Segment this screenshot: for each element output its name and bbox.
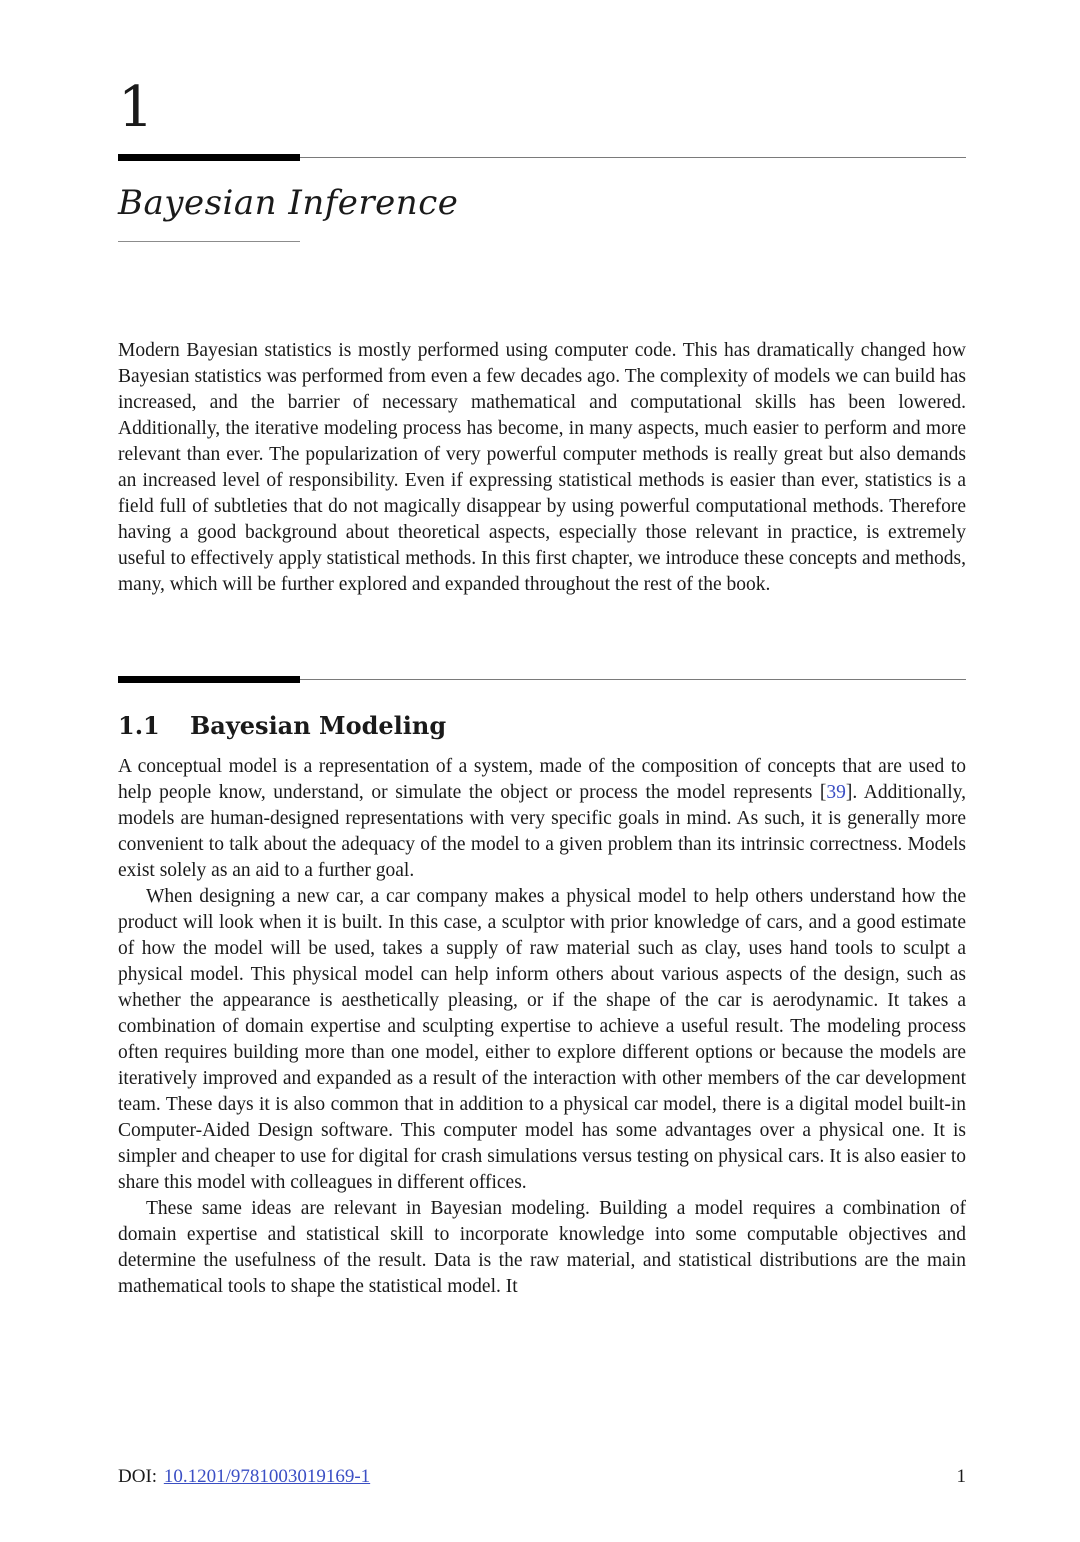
section-paragraph-3: These same ideas are relevant in Bayesian modeling. Building a model requires a combination of domain expertise and statistical skill to incorporate knowledge into some computable objectives and determine the usefulness of the result. Data is the raw material, and statistical distributions are the main mathematical tools to shape the statistical model. It (118, 1198, 966, 1297)
section-rule (118, 676, 966, 683)
doi-label: DOI: (118, 1466, 158, 1487)
section-rule-thin (300, 679, 966, 680)
section-paragraph-2: When designing a new car, a car company makes a physical model to help others understand how the product will look when it is built. In this case, a sculptor with prior knowledge of cars, and a good estimate of how the model will be used, takes a supply of raw material such as clay, uses hand tools to sculpt a physical model. This physical model can help inform others about various aspects of the design, such as whether the appearance is aesthetically pleasing, or if the shape of the car is aerodynamic. It takes a combination of domain expertise and sculpting expertise to achieve a useful result. The modeling process often requires building more than one model, either to explore different options or because the models are iteratively improved and expanded as a result of the interaction with other members of the car development team. These days it is also common that in addition to a physical car model, there is a digital model built-in Computer-Aided Design software. This computer model has some advantages over a physical one. It is simpler and cheaper to use for digital for crash simulations versus testing on physical cars. It is also easier to share this model with colleagues in different offices. (118, 886, 966, 1193)
chapter-title: Bayesian Inference (118, 183, 459, 223)
chapter-rule-thin (300, 157, 966, 158)
chapter-number: 1 (118, 75, 154, 140)
chapter-rule-thick (118, 154, 300, 161)
doi-line (118, 1466, 370, 1488)
section-rule-thick (118, 676, 300, 683)
section-paragraph-1 (118, 754, 966, 884)
page-content (118, 0, 966, 1542)
paragraph-1-text-after-ref: ]. Additionally, models are human-designed representations with very specific goals in mind. As such, it is generally more convenient to talk about the adequacy of the model to a given problem than its intrinsic correctness. Models exist solely as an aid to a further goal. (118, 782, 966, 881)
chapter-rule (118, 154, 966, 161)
paragraph-1-text-before-ref: A conceptual model is a representation of a system, made of the composition of concepts that are used to help people know, understand, or simulate the object or process the model represents [ (118, 756, 966, 803)
chapter-intro (118, 338, 966, 598)
section-title: Bayesian Modeling (190, 711, 447, 740)
intro-paragraph: Modern Bayesian statistics is mostly performed using computer code. This has dramatically changed how Bayesian statistics was performed from even a few decades ago. The complexity of models we can build has increased, and the barrier of necessary mathematical and computational skills has been lowered. Additionally, the iterative modeling process has become, in many aspects, much easier to perform and more relevant than ever. The popularization of very powerful computer methods is really great but also demands an increased level of responsibility. Even if expressing statistical methods is easier than ever, statistics is a field full of subtleties that do not magically disappear by using powerful computational methods. Therefore having a good background about theoretical aspects, especially those relevant in practice, is extremely useful to effectively apply statistical methods. In this first chapter, we introduce these concepts and methods, many, which will be further explored and expanded throughout the rest of the book. (118, 340, 966, 595)
page-number: 1 (956, 1466, 966, 1487)
section-number: 1.1 (118, 711, 160, 740)
section-heading (118, 711, 966, 740)
citation-link-39[interactable]: 39 (826, 782, 846, 803)
page-footer (118, 1466, 966, 1488)
doi-link[interactable]: 10.1201/9781003019169-1 (163, 1466, 371, 1487)
chapter-title-underline (118, 241, 300, 242)
